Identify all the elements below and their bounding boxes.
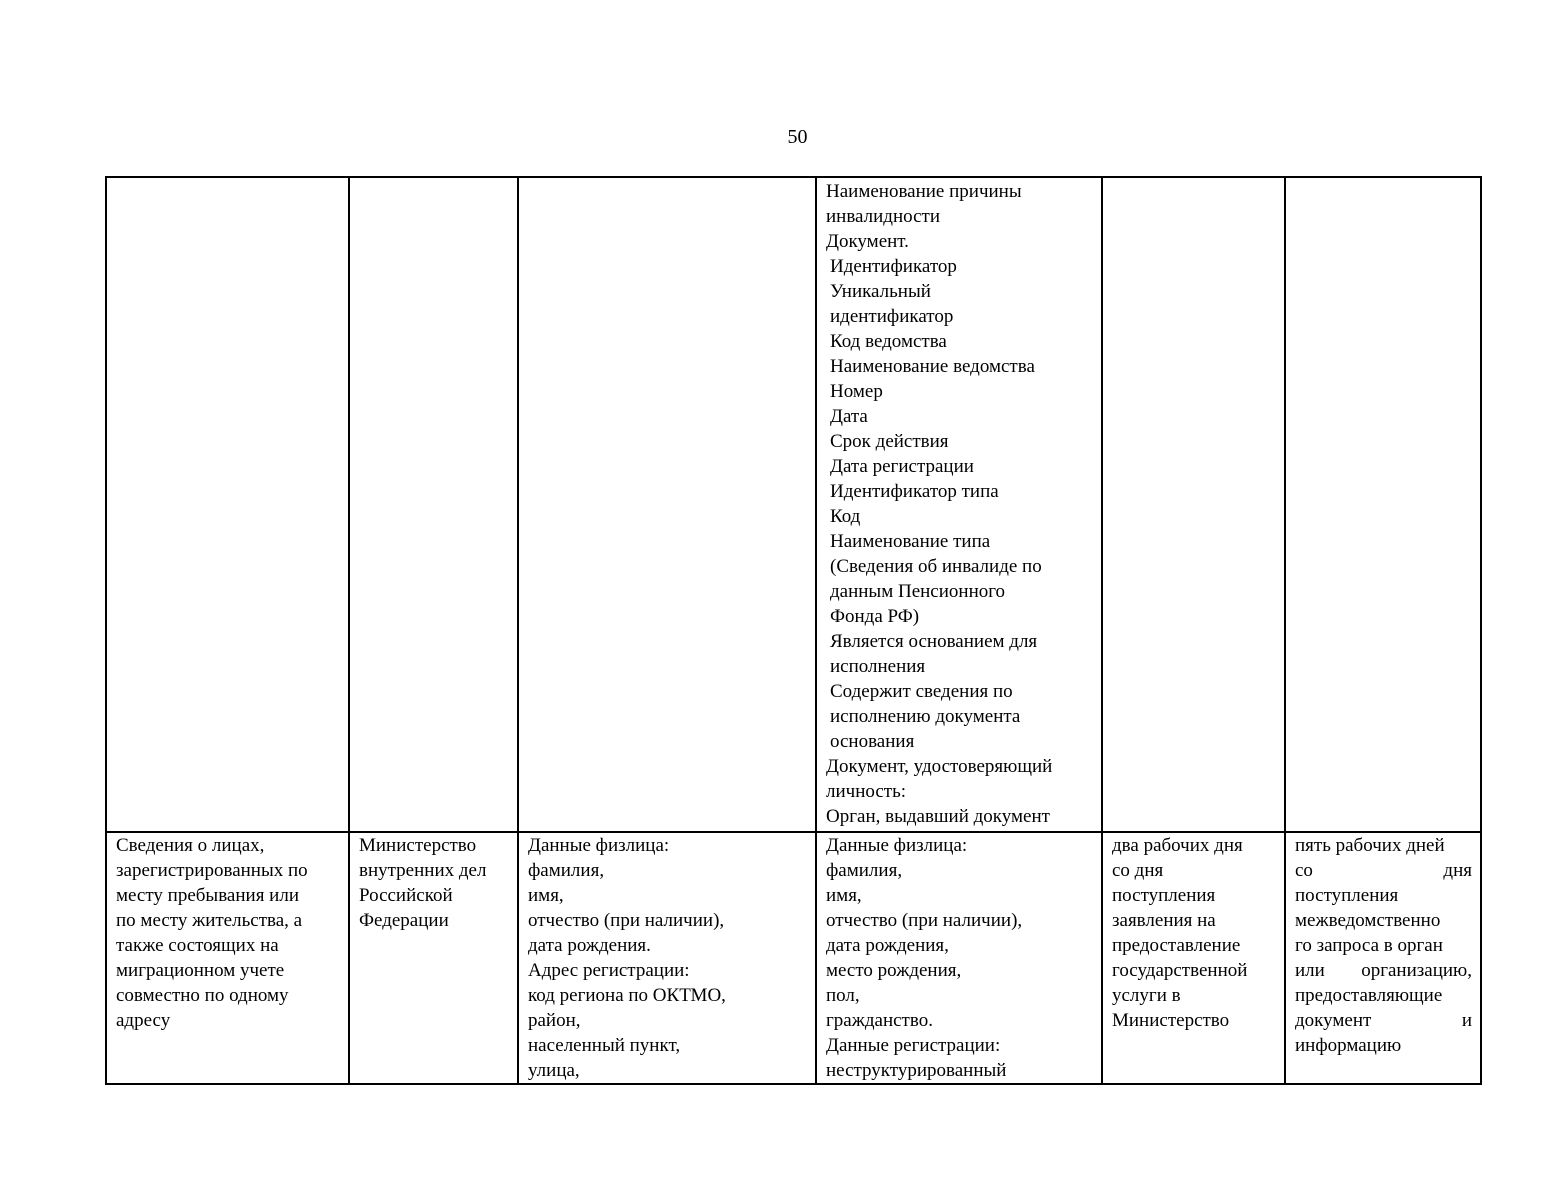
cell-text-line: Дата bbox=[830, 406, 868, 427]
cell-text-line: Данные регистрации: bbox=[826, 1035, 1001, 1056]
cell-text-line: отчество (при наличии), bbox=[826, 910, 1023, 931]
cell-text-line: исполнению документа bbox=[830, 706, 1021, 727]
cell-text-line: заявления на bbox=[1112, 910, 1216, 931]
cell-text-line: услуги в bbox=[1112, 985, 1181, 1006]
cell-text-line: Данные физлица: bbox=[826, 835, 968, 856]
cell-text-line: зарегистрированных по bbox=[116, 860, 308, 881]
cell-text-line: Министерство bbox=[1112, 1010, 1230, 1031]
cell-text-line: Документ, удостоверяющий bbox=[826, 756, 1053, 777]
cell-text-line: совместно по одному bbox=[116, 985, 289, 1006]
cell-info-type bbox=[106, 832, 349, 1084]
cell-response-data bbox=[816, 177, 1102, 832]
cell-text-line: отчество (при наличии), bbox=[528, 910, 725, 931]
data-table bbox=[105, 176, 1482, 1085]
cell-text-line: код региона по ОКТМО, bbox=[528, 985, 726, 1006]
cell-text-line: Содержит сведения по bbox=[830, 681, 1013, 702]
cell-text-line: населенный пункт, bbox=[528, 1035, 681, 1056]
cell-text-line: пять рабочих дней bbox=[1295, 835, 1445, 856]
cell-text-line: Сведения о лицах, bbox=[116, 835, 265, 856]
table-row-continuation bbox=[106, 177, 1481, 832]
cell-text-line: также состоящих на bbox=[116, 935, 279, 956]
cell-text-line: исполнения bbox=[830, 656, 926, 677]
cell-text-line: Наименование ведомства bbox=[830, 356, 1035, 377]
cell-text-line: Документ. bbox=[826, 231, 909, 252]
cell-text-line: адресу bbox=[116, 1010, 171, 1031]
cell-text-line: гражданство. bbox=[826, 1010, 933, 1031]
cell-text-line: документ и bbox=[1295, 1010, 1472, 1031]
cell-text-line: Наименование причины bbox=[826, 181, 1022, 202]
cell-text-line: Код bbox=[830, 506, 861, 527]
cell-response-deadline bbox=[1285, 832, 1481, 1084]
cell-text-line: Данные физлица: bbox=[528, 835, 670, 856]
cell-text-line: информацию bbox=[1295, 1035, 1402, 1056]
cell-text-line: личность: bbox=[826, 781, 907, 802]
cell-text-line: Адрес регистрации: bbox=[528, 960, 690, 981]
cell-text-line: инвалидности bbox=[826, 206, 941, 227]
cell-text-line: Дата регистрации bbox=[830, 456, 974, 477]
cell-text-line: место рождения, bbox=[826, 960, 962, 981]
page-number: 50 bbox=[787, 126, 808, 148]
cell-text-line: Номер bbox=[830, 381, 883, 402]
cell-text-line: Министерство bbox=[359, 835, 477, 856]
cell-text-line: основания bbox=[830, 731, 915, 752]
cell-text-line: два рабочих дня bbox=[1112, 835, 1243, 856]
cell-request-deadline bbox=[1102, 832, 1285, 1084]
cell-text-line: дата рождения. bbox=[528, 935, 651, 956]
cell-text-line: Срок действия bbox=[830, 431, 949, 452]
cell-text-line: Фонда РФ) bbox=[830, 606, 920, 627]
cell-text-line: со дня bbox=[1295, 860, 1472, 881]
cell-text-line: неструктурированный bbox=[826, 1060, 1007, 1081]
cell-text-line: месту пребывания или bbox=[116, 885, 299, 906]
table-row bbox=[106, 832, 1481, 1084]
cell-text-line: государственной bbox=[1112, 960, 1248, 981]
cell-provider bbox=[349, 832, 518, 1084]
cell-text-line: район, bbox=[528, 1010, 581, 1031]
cell-text-line: Является основанием для bbox=[830, 631, 1038, 652]
cell-text-line: фамилия, bbox=[528, 860, 605, 881]
cell-text-line: улица, bbox=[528, 1060, 580, 1081]
cell-request-data bbox=[518, 832, 816, 1084]
cell-text-line: данным Пенсионного bbox=[830, 581, 1006, 602]
cell-text-line: Идентификатор bbox=[830, 256, 957, 277]
cell-text-line: го запроса в орган bbox=[1295, 935, 1443, 956]
cell-text-line: Код ведомства bbox=[830, 331, 947, 352]
cell-text-line: идентификатор bbox=[830, 306, 954, 327]
cell-text-line: Российской bbox=[359, 885, 453, 906]
cell-text-line: Наименование типа bbox=[830, 531, 991, 552]
cell-info-type bbox=[106, 177, 349, 832]
cell-text-line: поступления bbox=[1112, 885, 1216, 906]
cell-response-deadline bbox=[1285, 177, 1481, 832]
cell-text-line: или организацию, bbox=[1295, 960, 1472, 981]
cell-text-line: со дня bbox=[1112, 860, 1164, 881]
cell-request-deadline bbox=[1102, 177, 1285, 832]
cell-text-line: Идентификатор типа bbox=[830, 481, 999, 502]
cell-text-line: имя, bbox=[826, 885, 862, 906]
cell-text-line: (Сведения об инвалиде по bbox=[830, 556, 1042, 577]
cell-text-line: имя, bbox=[528, 885, 564, 906]
cell-text-line: по месту жительства, а bbox=[116, 910, 303, 931]
cell-text-line: миграционном учете bbox=[116, 960, 285, 981]
cell-text-line: предоставляющие bbox=[1295, 985, 1443, 1006]
cell-text-line: пол, bbox=[826, 985, 860, 1006]
cell-text-line: предоставление bbox=[1112, 935, 1241, 956]
cell-text-line: межведомственно bbox=[1295, 910, 1441, 931]
cell-request-data bbox=[518, 177, 816, 832]
cell-response-data bbox=[816, 832, 1102, 1084]
cell-provider bbox=[349, 177, 518, 832]
cell-text-line: поступления bbox=[1295, 885, 1399, 906]
cell-text-line: дата рождения, bbox=[826, 935, 949, 956]
cell-text-line: Федерации bbox=[359, 910, 449, 931]
cell-text-line: внутренних дел bbox=[359, 860, 487, 881]
cell-text-line: фамилия, bbox=[826, 860, 903, 881]
cell-text-line: Уникальный bbox=[830, 281, 931, 302]
cell-text-line: Орган, выдавший документ bbox=[826, 806, 1050, 827]
